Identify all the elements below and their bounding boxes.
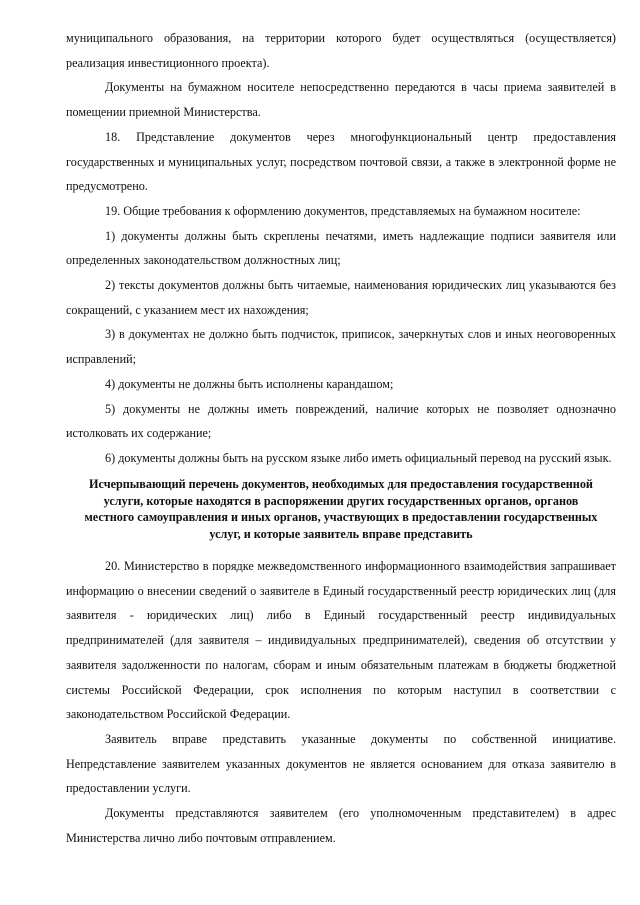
heading-line: услуги, которые находятся в распоряжении других государственных органов, органов (103, 493, 579, 508)
paragraph-requirement-4: 4) документы не должны быть исполнены карандашом; (105, 376, 394, 391)
paragraph-item-19: 19. Общие требования к оформлению документов, представляемых на бумажном носителе: (105, 203, 581, 218)
paragraph-item-18: 18. Представление документов через многофункциональный центр предоставления государственных и муниципальных услуг, посредством почтовой связи, а также в электронной форме не предусмотрено. (66, 129, 616, 194)
paragraph-paper-documents: Документы на бумажном носителе непосредственно передаются в часы приема заявителей в помещении приемной Министерства. (66, 80, 616, 120)
paragraph-item-20: 20. Министерство в порядке межведомственного информационного взаимодействия запрашивает информацию о внесении сведений о заявителе в Единый государственный реестр юридических лиц (для заявителя - юридических лиц) либо в Единый государственный реестр индивидуальных предпринимателей (для заявителя – индивидуальных предпринимателей), сведения об отсутствии у заявителя задолженности по налогам, сборам и иным обязательным платежам в бюджеты бюджетной системы Российской Федерации, срок исполнения по которым наступил в соответствии с законодательством Российской Федерации. (66, 559, 616, 722)
paragraph-requirement-5: 5) документы не должны иметь повреждений, наличие которых не позволяет однозначно истолковать их содержание; (66, 401, 616, 441)
paragraph-own-initiative: Заявитель вправе представить указанные документы по собственной инициативе. Непредставление заявителем указанных документов не является основанием для отказа заявителю в предоставлении услуги. (66, 731, 616, 796)
section-heading (66, 476, 616, 542)
paragraph-submission: Документы представляются заявителем (его уполномоченным представителем) в адрес Министерства лично либо почтовым отправлением. (66, 806, 616, 845)
text-block-bottom (66, 554, 616, 850)
paragraph-requirement-1: 1) документы должны быть скреплены печатями, иметь надлежащие подписи заявителя или определенных законодательством должностных лиц; (66, 228, 616, 268)
paragraph-continuation: муниципального образования, на территории которого будет осуществляться (осуществляется) реализация инвестиционного проекта). (66, 31, 616, 70)
heading-line: услуг, и которые заявитель вправе представить (209, 526, 473, 541)
paragraph-requirement-6: 6) документы должны быть на русском языке либо иметь официальный перевод на русский язык. (105, 450, 612, 465)
heading-line: местного самоуправления и иных органов, участвующих в предоставлении государственных (84, 510, 598, 524)
paragraph-requirement-2: 2) тексты документов должны быть читаемые, наименования юридических лиц указываются без сокращений, с указанием мест их нахождения; (66, 278, 616, 317)
heading-line: Исчерпывающий перечень документов, необходимых для предоставления государственной (89, 477, 593, 491)
text-block-top (66, 26, 616, 471)
paragraph-requirement-3: 3) в документах не должно быть подчисток, приписок, зачеркнутых слов и иных неоговоренных исправлений; (66, 327, 616, 367)
